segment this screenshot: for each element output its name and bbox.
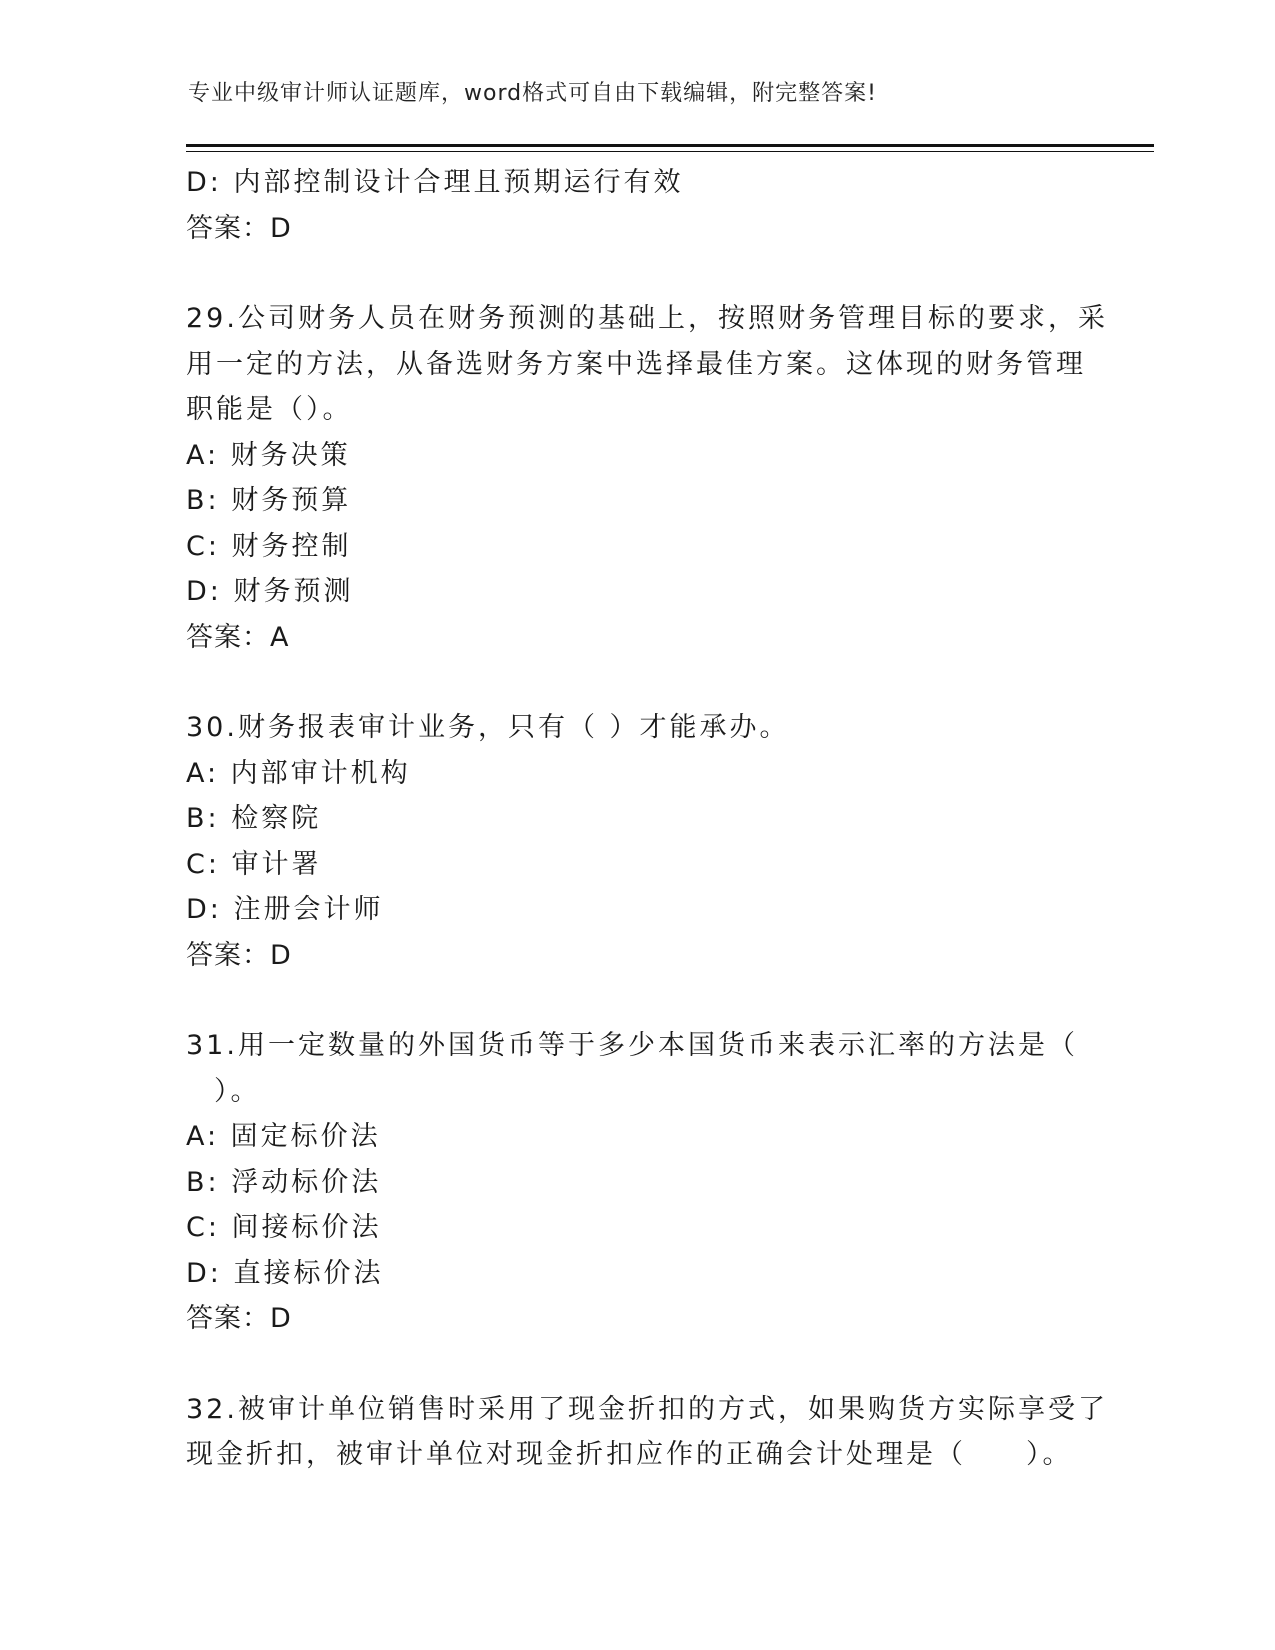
question-29-option-d: D: 财务预测 (186, 576, 354, 607)
question-29-option-a: A: 财务决策 (186, 439, 351, 471)
question-30-option-a: A: 内部审计机构 (186, 757, 411, 789)
question-31 (186, 1023, 1086, 1342)
question-29-line-3: 职能是（）。 (186, 394, 353, 425)
question-32-line-1: 32.被审计单位销售时采用了现金折扣的方式，如果购货方实际享受了 (186, 1393, 1108, 1425)
question-32-line-2: 现金折扣，被审计单位对现金折扣应作的正确会计处理是（ ）。 (186, 1439, 1073, 1470)
question-32 (186, 1387, 1108, 1478)
question-29-line-1: 29.公司财务人员在财务预测的基础上，按照财务管理目标的要求，采 (186, 303, 1108, 334)
question-30-answer: 答案：D (186, 939, 292, 971)
question-29 (186, 296, 1108, 660)
question-31-answer: 答案：D (186, 1303, 292, 1334)
question-31-line-1: 31.用一定数量的外国货币等于多少本国货币来表示汇率的方法是（ (186, 1030, 1078, 1061)
question-29-answer: 答案：A (186, 621, 290, 653)
question-content (186, 160, 1108, 1478)
question-31-option-d: D: 直接标价法 (186, 1257, 384, 1289)
page-header: 专业中级审计师认证题库，word格式可自由下载编辑，附完整答案! (188, 81, 877, 106)
question-31-option-b: B: 浮动标价法 (186, 1166, 382, 1198)
question-30 (186, 705, 1086, 978)
prev-answer: 答案：D (186, 212, 292, 244)
question-30-option-b: B: 检察院 (186, 803, 322, 834)
question-31-line-2: ）。 (214, 1075, 261, 1107)
question-30-line-1: 30.财务报表审计业务，只有（ ）才能承办。 (186, 712, 790, 743)
question-31-option-c: C: 间接标价法 (186, 1212, 382, 1243)
question-31-option-a: A: 固定标价法 (186, 1121, 381, 1152)
question-29-option-b: B: 财务预算 (186, 485, 352, 516)
prev-option-d: D: 内部控制设计合理且预期运行有效 (186, 167, 684, 198)
question-30-option-c: C: 审计署 (186, 848, 322, 880)
header-rule-thin (186, 151, 1154, 152)
question-29-option-c: C: 财务控制 (186, 530, 352, 562)
question-30-option-d: D: 注册会计师 (186, 894, 384, 925)
question-29-line-2: 用一定的方法，从备选财务方案中选择最佳方案。这体现的财务管理 (186, 348, 1086, 380)
header-rule-thick (186, 144, 1154, 147)
